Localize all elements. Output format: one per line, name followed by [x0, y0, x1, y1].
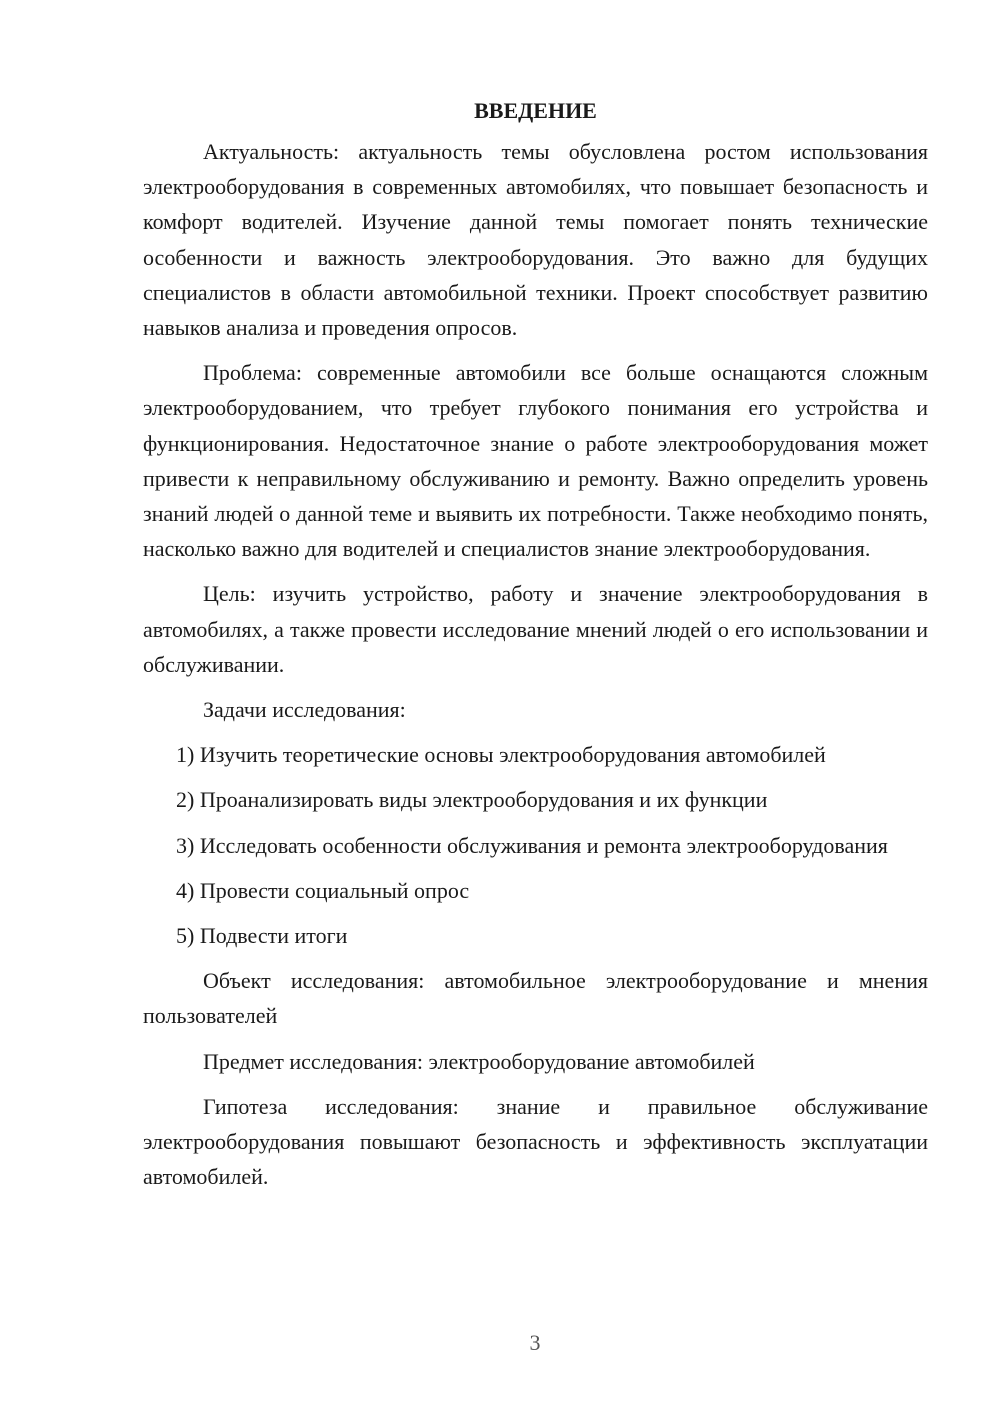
- paragraph-relevance: Актуальность: актуальность темы обусловлена ростом использования электрооборудования в современных автомобилях, что повышает безопасность и комфорт водителей. Изучение данной темы помогает понять технические особенности и важность электрооборудования. Это важно для будущих специалистов в области автомобильной техники. Проект способствует развитию навыков анализа и проведения опросов.: [143, 139, 928, 341]
- task-item-4: 4) Провести социальный опрос: [176, 877, 470, 903]
- paragraph-subject: Предмет исследования: электрооборудование автомобилей: [203, 1048, 755, 1074]
- paragraph-object: Объект исследования: автомобильное электрооборудование и мнения пользователей: [143, 968, 928, 1029]
- task-item-1: 1) Изучить теоретические основы электрооборудования автомобилей: [176, 742, 826, 768]
- page-number: 3: [529, 1330, 541, 1355]
- paragraph-tasks-heading: Задачи исследования:: [203, 697, 406, 723]
- paragraph-problem: Проблема: современные автомобили все больше оснащаются сложным электрооборудованием, что требует глубокого понимания его устройства и функционирования. Недостаточное знание о работе электрооборудования может привести к неправильному обслуживанию и ремонту. Важно определить уровень знаний людей о данной теме и выявить их потребности. Также необходимо понять, насколько важно для водителей и специалистов знание электрооборудования.: [143, 360, 928, 562]
- paragraph-goal: Цель: изучить устройство, работу и значение электрооборудования в автомобилях, а также провести исследование мнений людей о его использовании и обслуживании.: [143, 581, 928, 677]
- paragraph-hypothesis: Гипотеза исследования: знание и правильное обслуживание электрооборудования повышают безопасность и эффективность эксплуатации автомобилей.: [143, 1093, 928, 1190]
- section-title: ВВЕДЕНИЕ: [474, 98, 597, 123]
- task-item-2: 2) Проанализировать виды электрооборудования и их функции: [176, 787, 768, 813]
- task-item-3: 3) Исследовать особенности обслуживания и ремонта электрооборудования: [176, 832, 888, 858]
- task-item-5: 5) Подвести итоги: [176, 923, 348, 949]
- document-page: [143, 96, 928, 1204]
